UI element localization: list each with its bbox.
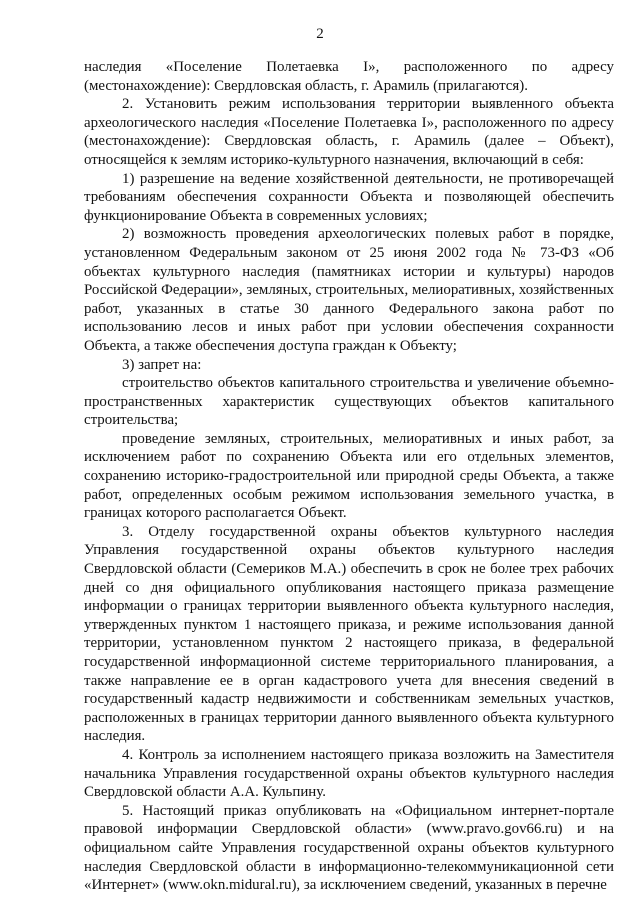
document-body: [84, 58, 614, 895]
paragraph-prohibition-construction: строительство объектов капитального строительства и увеличение объемно-пространственных характеристик существующих объектов капитального строительства;: [84, 375, 614, 429]
paragraph-subitem-2: 2) возможность проведения археологических полевых работ в порядке, установленном Федеральным законом от 25 июня 2002 года № 73-ФЗ «Об объектах культурного наследия (памятниках истории и культуры) народов Российской Федерации», земляных, строительных, мелиоративных, хозяйственных работ, указанных в статье 30 данного Федерального закона работ по использованию лесов и иных работ при условии обеспечения сохранности Объекта, а также обеспечения доступа граждан к Объекту;: [84, 226, 614, 354]
paragraph-subitem-1: 1) разрешение на ведение хозяйственной деятельности, не противоречащей требованиям обеспечения сохранности Объекта и позволяющей обеспечить функционирование Объекта в современных условиях;: [84, 170, 614, 224]
paragraph-continuation: наследия «Поселение Полетаевка I», расположенного по адресу (местонахождение): Свердловская область, г. Арамиль (прилагаются).: [84, 59, 614, 94]
paragraph-item-5: 5. Настоящий приказ опубликовать на «Официальном интернет-портале правовой информации Свердловской области» (www.pravo.gov66.ru) и на официальном сайте Управления государственной охраны объектов культурного наследия Свердловской области в информационно-телекоммуникационной сети «Интернет» (www.okn.midural.ru), за исключением сведений, указанных в перечне: [84, 802, 614, 894]
paragraph-item-3: 3. Отделу государственной охраны объектов культурного наследия Управления государственной охраны объектов культурного наследия Свердловской области (Семериков М.А.) обеспечить в срок не более трех рабочих дней со дня официального опубликования настоящего приказа размещение информации о границах территории выявленного объекта культурного наследия, утвержденных пунктом 1 настоящего приказа, и режиме использования данной территории, установленном пунктом 2 настоящего приказа, в федеральной государственной информационной системе территориального планирования, а также направление ее в орган кадастрового учета для внесения сведений в государственный кадастр недвижимости и собственникам земельных участков, расположенных в границах территории данного выявленного объекта культурного наследия.: [84, 523, 614, 745]
paragraph-prohibition-works: проведение земляных, строительных, мелиоративных и иных работ, за исключением работ по сохранению Объекта или его отдельных элементов, сохранению историко-градостроительной или природной среды Объекта, а также работ, определенных особым режимом использования земельного участка, в границах которого располагается Объект.: [84, 430, 614, 522]
page-number: 2: [316, 26, 324, 42]
paragraph-item-2: 2. Установить режим использования территории выявленного объекта археологического наследия «Поселение Полетаевка I», расположенного по адресу (местонахождение): Свердловская область, г. Арамиль (далее – Объект), относящейся к землям историко-культурного назначения, включающий в себя:: [84, 96, 614, 168]
paragraph-item-4: 4. Контроль за исполнением настоящего приказа возложить на Заместителя начальника Управления государственной охраны объектов культурного наследия Свердловской области А.А. Кульпину.: [84, 746, 614, 801]
paragraph-subitem-3: 3) запрет на:: [122, 356, 202, 373]
